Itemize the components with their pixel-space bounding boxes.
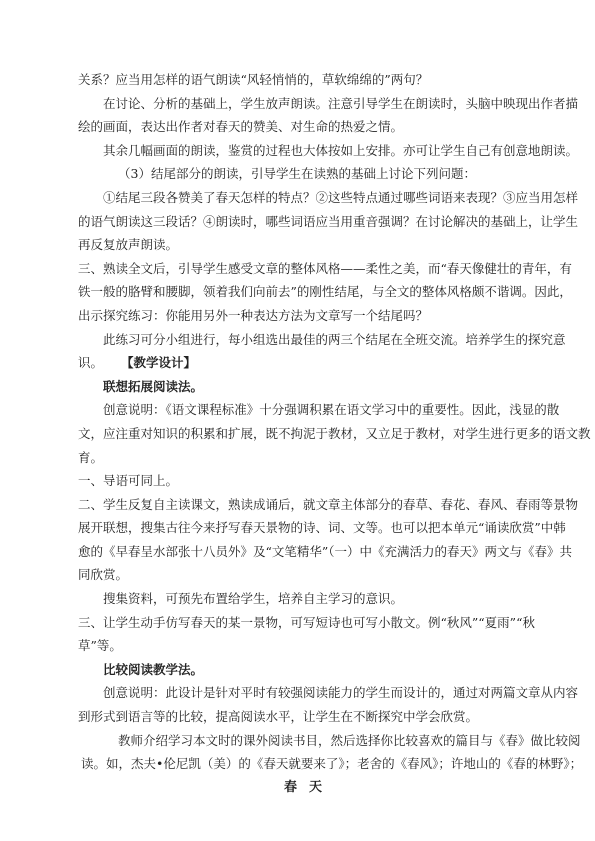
text-line: 绘的画面，表达出作者对春天的赞美、对生命的热爱之情。 <box>78 119 404 135</box>
text-line: ①结尾三段各赞美了春天怎样的特点？②这些特点通过哪些词语来表现？③应当用怎样 <box>103 189 579 205</box>
text-line: 读。如，杰夫•伦尼凯（美）的《春天就要来了》；老舍的《春风》；许地山的《春的林野》； <box>81 756 583 772</box>
text-line: 出示探究练习：你能用另外一种表达方法为文章写一个结尾吗？ <box>78 307 429 323</box>
document-page <box>78 68 591 799</box>
text-line: 草”等。 <box>78 638 122 654</box>
text-line: 一、导语可同上。 <box>78 473 179 489</box>
text-line: 铁一般的胳臂和腰脚，领着我们向前去”的刚性结尾，与全文的整体风格颇不谐调。因此， <box>78 284 572 300</box>
text-line: 三、熟读全文后，引导学生感受文章的整体风格——柔性之美，而“春天像健壮的青年，有 <box>78 260 572 276</box>
text-line: 到形式到语言等的比较，提高阅读水平，让学生在不断探究中学会欣赏。 <box>78 709 479 725</box>
text-line: 关系？应当用怎样的语气朗读“风轻悄悄的，草软绵绵的”两句？ <box>78 72 429 87</box>
text-line: 创意说明：《语文课程标准》十分强调积累在语文学习中的重要性。因此，浅显的散 <box>103 402 560 418</box>
text-line: 文，应注重对知识的积累和扩展，既不拘泥于教材，又立足于教材，对学生进行更多的语文教 <box>78 425 591 441</box>
subheading: 比较阅读教学法。 <box>103 661 204 677</box>
text-line-with-heading <box>78 351 528 375</box>
text-line: 在讨论、分析的基础上，学生放声朗读。注意引导学生在朗读时，头脑中映现出作者描 <box>103 95 579 111</box>
text-line: （3）结尾部分的朗读，引导学生在读熟的基础上讨论下列问题： <box>118 166 476 182</box>
article-title: 春天 <box>283 779 334 795</box>
text-line: 三、让学生动手仿写春天的某一景物，可写短诗也可写小散文。例“秋风”“夏雨”“秋 <box>78 614 535 630</box>
subheading: 联想拓展阅读法。 <box>103 378 204 394</box>
text-line: 创意说明：此设计是针对平时有较强阅读能力的学生而设计的，通过对两篇文章从内容 <box>103 685 579 701</box>
section-heading: 【教学设计】 <box>121 355 197 371</box>
text-line: 育。 <box>78 449 104 465</box>
text-line: 再反复放声朗读。 <box>78 237 179 253</box>
text-line: 搜集资料，可预先布置给学生，培养自主学习的意识。 <box>103 591 404 607</box>
text-line: 的语气朗读这三段话？④朗读时，哪些词语应当用重音强调？在讨论解决的基础上，让学生 <box>78 213 579 229</box>
text-line: 此练习可分小组进行，每小组选出最佳的两三个结尾在全班交流。培养学生的探究意 <box>103 331 566 347</box>
text-line: 其余几幅画面的朗读，鉴赏的过程也大体按如上安排。亦可让学生自己有创意地朗读。 <box>103 142 579 158</box>
text-fragment: 识。 <box>78 355 104 371</box>
text-line: 二、学生反复自主读课文，熟读成诵后，就文章主体部分的春草、春花、春风、春雨等景物 <box>78 496 579 512</box>
text-line: 同欣赏。 <box>78 567 129 583</box>
text-line: 愈的《早春呈水部张十八员外》及“文笔精华”（一）中《充满活力的春天》两文与《春》共 <box>78 543 573 559</box>
text-line: 展开联想，搜集古往今来抒写春天景物的诗、词、文等。也可以把本单元“诵读欣赏”中韩 <box>78 520 566 536</box>
text-line: 教师介绍学习本文时的课外阅读书目，然后选择你比较喜欢的篇目与《春》做比较阅 <box>118 732 581 748</box>
